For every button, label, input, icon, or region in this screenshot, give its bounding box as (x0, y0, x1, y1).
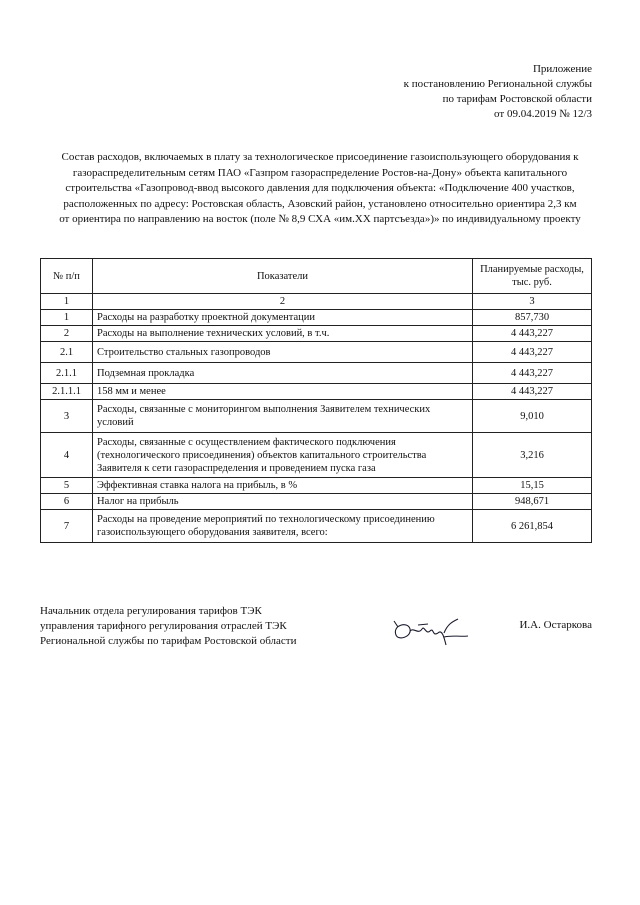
row-num: 2 (41, 326, 93, 342)
row-value: 4 443,227 (473, 384, 592, 400)
header-indicator: Показатели (93, 259, 473, 294)
row-num: 4 (41, 433, 93, 478)
header-num: № п/п (41, 259, 93, 294)
row-num: 1 (41, 310, 93, 326)
title-line: расположенных по адресу: Ростовская область, Азовский район, установлено относительно ориентира 2,3 км (63, 197, 577, 210)
row-num: 2.1.1 (41, 363, 93, 384)
row-indicator: Расходы, связанные с мониторингом выполнения Заявителем технических условий (93, 400, 473, 433)
annex-line: по тарифам Ростовской области (442, 93, 592, 105)
table-header-row (41, 259, 592, 294)
annex-line: от 09.04.2019 № 12/3 (494, 108, 592, 120)
column-number-row (41, 294, 592, 310)
position-line: управления тарифного регулирования отраслей ТЭК (40, 620, 287, 632)
costs-table (40, 258, 592, 543)
table-row (41, 384, 592, 400)
row-num: 2.1 (41, 342, 93, 363)
table-row (41, 494, 592, 510)
position-line: Региональной службы по тарифам Ростовской области (40, 635, 297, 647)
title-line: строительства «Газопровод-ввод высокого давления для подключения объекта: «Подключение 400 участков, (65, 182, 575, 194)
row-indicator: Налог на прибыль (93, 494, 473, 510)
row-value: 3,216 (473, 433, 592, 478)
row-indicator: Строительство стальных газопроводов (93, 342, 473, 363)
row-indicator: Расходы, связанные с осуществлением фактического подключения (технологического присоединения) объектов капитального строительства Заявителя к сети газораспределения и проведением пуска газа (93, 433, 473, 478)
title-line: газораспределительным сетям ПАО «Газпром газораспределение Ростов-на-Дону» объекта капитального (72, 166, 568, 179)
annex-line: Приложение (532, 63, 592, 75)
row-value: 857,730 (473, 310, 592, 326)
row-value: 4 443,227 (473, 363, 592, 384)
table-row (41, 363, 592, 384)
table-row (41, 400, 592, 433)
title-line: Состав расходов, включаемых в плату за технологическое присоединение газоиспользующего оборудования к (61, 151, 579, 163)
row-value: 9,010 (473, 400, 592, 433)
row-num: 5 (41, 478, 93, 494)
column-number: 3 (473, 294, 592, 310)
table-row (41, 478, 592, 494)
table-row (41, 510, 592, 543)
row-value: 4 443,227 (473, 342, 592, 363)
row-indicator: Расходы на разработку проектной документации (93, 310, 473, 326)
column-number: 1 (41, 294, 93, 310)
header-value-line: Планируемые расходы, (480, 264, 584, 275)
row-value: 6 261,854 (473, 510, 592, 543)
table-row (41, 433, 592, 478)
row-num: 2.1.1.1 (41, 384, 93, 400)
row-indicator: 158 мм и менее (93, 384, 473, 400)
annex-header (404, 62, 592, 122)
table-row (41, 310, 592, 326)
annex-line: к постановлению Региональной службы (403, 78, 592, 90)
row-num: 7 (41, 510, 93, 543)
position-line: Начальник отдела регулирования тарифов ТЭК (40, 605, 262, 617)
title-line: от ориентира по направлению на восток (поле № 8,9 СХА «им.XX партсъезда»)» по индивидуальному проекту (59, 213, 581, 225)
row-num: 6 (41, 494, 93, 510)
row-indicator: Расходы на проведение мероприятий по технологическому присоединению газоиспользующего оборудования заявителя, всего: (93, 510, 473, 543)
table-row (41, 326, 592, 342)
row-num: 3 (41, 400, 93, 433)
row-indicator: Подземная прокладка (93, 363, 473, 384)
row-value: 4 443,227 (473, 326, 592, 342)
row-value: 15,15 (473, 478, 592, 494)
signer-name: И.А. Остаркова (519, 619, 592, 631)
row-indicator: Расходы на выполнение технических условий, в т.ч. (93, 326, 473, 342)
signer-position (40, 604, 297, 649)
header-value (473, 259, 592, 294)
document-title (40, 150, 600, 228)
handwritten-signature (388, 615, 470, 651)
column-number: 2 (93, 294, 473, 310)
table-row (41, 342, 592, 363)
row-indicator: Эффективная ставка налога на прибыль, в % (93, 478, 473, 494)
header-value-line: тыс. руб. (512, 277, 552, 288)
row-value: 948,671 (473, 494, 592, 510)
